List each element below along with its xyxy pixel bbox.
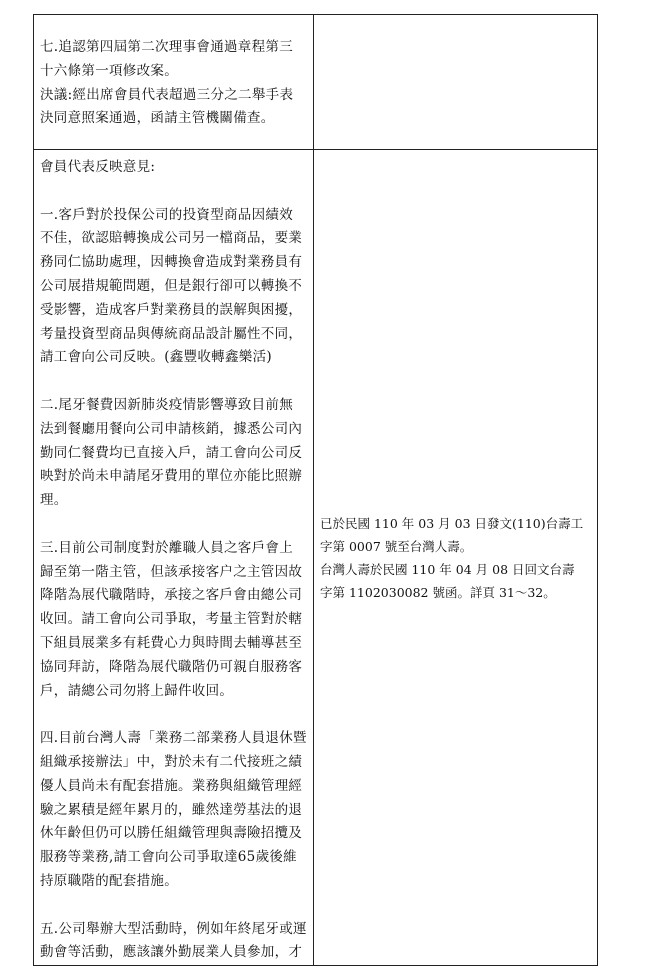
resolution-response-cell xyxy=(314,15,598,150)
resolution-cell xyxy=(34,15,314,150)
opinion-line: 一.客戶對於投保公司的投資型商品因績效 xyxy=(40,206,293,223)
response-cell xyxy=(314,150,598,966)
response-line: 已於民國 110 年 03 月 03 日發文(110)台壽工 xyxy=(320,515,584,531)
opinions-cell xyxy=(34,150,314,966)
opinion-line: 動會等活動，應該讓外勤展業人員參加，才 xyxy=(40,944,303,961)
opinion-line: 考量投資型商品與傳統商品設計屬性不同， xyxy=(40,325,303,342)
opinion-line: 受影響，造成客戶對業務員的誤解與困擾， xyxy=(40,301,303,318)
opinion-item-4 xyxy=(40,727,309,894)
opinion-line: 持原職階的配套措施。 xyxy=(40,872,178,889)
response-line: 台灣人壽於民國 110 年 04 月 08 日回文台壽 xyxy=(320,561,575,577)
response-line: 字第 0007 號至台灣人壽。 xyxy=(320,538,473,554)
response-line: 字第 1102030082 號函。詳頁 31～32。 xyxy=(320,584,556,600)
resolution-line: 七.追認第四屆第二次理事會通過章程第三 xyxy=(40,39,293,55)
opinion-line: 不佳，欲認賠轉換成公司另一檔商品，要業 xyxy=(40,230,303,247)
opinion-item-3 xyxy=(40,537,309,704)
opinion-line: 戶，請總公司勿將上歸件收回。 xyxy=(40,682,234,699)
opinion-line: 驗之累積是經年累月的，雖然達勞基法的退 xyxy=(40,801,303,818)
opinion-line: 下組員展業多有耗費心力與時間去輔導甚至 xyxy=(40,634,303,651)
opinion-line: 休年齡但仍可以勝任組織管理與壽險招攬及 xyxy=(40,825,303,842)
opinion-line: 優人員尚未有配套措施。業務與組織管理經 xyxy=(40,777,303,794)
opinion-line: 請工會向公司反映。(鑫豐收轉鑫樂活) xyxy=(40,349,272,366)
opinion-line: 四.目前台灣人壽「業務二部業務人員退休暨 xyxy=(40,730,307,747)
table-row-resolution xyxy=(34,15,598,150)
opinion-line: 二.尾牙餐費因新肺炎疫情影響導致目前無 xyxy=(40,396,293,413)
opinion-item-1 xyxy=(40,204,309,371)
opinion-line: 勤同仁餐費均已直接入戶，請工會向公司反 xyxy=(40,444,303,461)
opinion-line: 降階為展代職階時，承接之客戶會由總公司 xyxy=(40,587,303,604)
opinions-heading: 會員代表反映意見: xyxy=(40,159,156,175)
opinion-item-2 xyxy=(40,394,309,513)
opinion-line: 收回。請工會向公司爭取，考量主管對於轄 xyxy=(40,611,303,628)
opinion-line: 服務等業務,請工會向公司爭取達65歲後維 xyxy=(40,849,297,866)
resolution-line: 決同意照案通過，函請主管機關備查。 xyxy=(40,110,275,127)
minutes-table xyxy=(33,14,598,966)
opinion-line: 協同拜訪，降階為展代職階仍可親自服務客 xyxy=(40,658,303,675)
opinion-line: 公司展措規範問題，但是銀行卻可以轉換不 xyxy=(40,277,303,294)
opinion-item-5 xyxy=(40,918,309,966)
opinion-line: 映對於尚未申請尾牙費用的單位亦能比照辦 xyxy=(40,468,303,485)
opinion-line: 務同仁協助處理，因轉換會造成對業務員有 xyxy=(40,254,303,271)
table-row-opinions xyxy=(34,150,598,966)
opinion-line: 法到餐廳用餐向公司申請核銷，據悉公司內 xyxy=(40,420,303,437)
opinion-line: 理。 xyxy=(40,492,68,509)
opinion-line: 歸至第一階主管，但該承接客户之主管因故 xyxy=(40,563,303,580)
opinion-line: 五.公司舉辦大型活動時，例如年終尾牙或運 xyxy=(40,920,307,937)
resolution-line: 決議:經出席會員代表超過三分之二舉手表 xyxy=(40,86,294,103)
opinion-line: 組織承接辦法」中，對於未有二代接班之績 xyxy=(40,753,303,770)
response-text xyxy=(320,512,593,604)
opinion-line: 三.目前公司制度對於離職人員之客戶會上 xyxy=(40,539,293,556)
resolution-line: 十六條第一項修改案。 xyxy=(40,62,178,79)
